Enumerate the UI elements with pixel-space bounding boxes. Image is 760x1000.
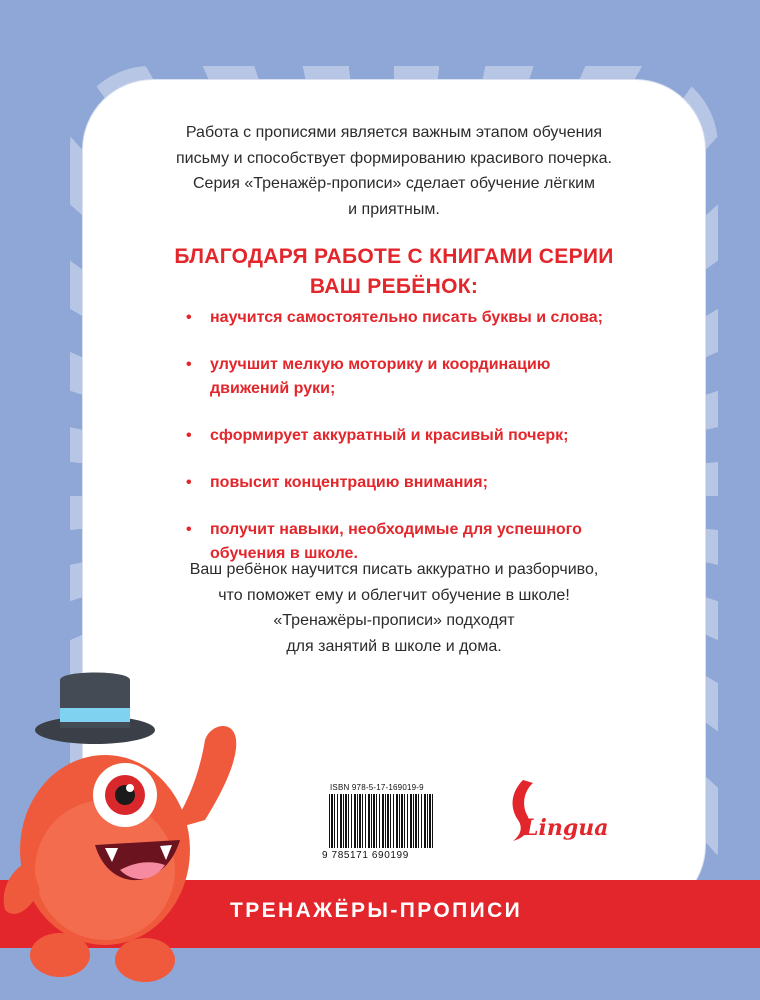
list-item: [186, 424, 656, 448]
outro-line: для занятий в школе и дома.: [286, 637, 502, 655]
list-item-text: повысит концентрацию внимания;: [210, 474, 488, 491]
intro-line: Работа с прописями является важным этапом обучения: [185, 124, 603, 141]
list-item: [186, 306, 656, 330]
list-item: [186, 353, 656, 401]
bullet-icon: •: [186, 474, 192, 491]
heading-line: БЛАГОДАРЯ РАБОТЕ С КНИГАМИ СЕРИИ: [174, 245, 614, 268]
isbn-label: ISBN 978-5-17-169019-9: [330, 783, 424, 792]
bullet-icon: •: [186, 309, 192, 326]
list-item-text: сформирует аккуратный и красивый почерк;: [210, 427, 569, 444]
list-item-text: движений руки;: [210, 380, 336, 397]
outro-paragraph: [83, 557, 705, 659]
publisher-logo: Lingua: [523, 815, 609, 841]
heading-line: ВАШ РЕБЁНОК:: [309, 275, 479, 298]
outro-line: что поможет ему и облегчит обучение в школе!: [218, 586, 570, 604]
intro-line: и приятным.: [348, 200, 440, 218]
outro-line: Ваш ребёнок научится писать аккуратно и разборчиво,: [189, 561, 599, 578]
bullet-icon: •: [186, 356, 192, 373]
monster-mascot-icon: [0, 670, 250, 1000]
intro-line: Серия «Тренажёр-прописи» сделает обучение лёгким: [192, 175, 596, 192]
list-item-text: получит навыки, необходимые для успешного: [210, 521, 582, 538]
benefits-list: [186, 306, 656, 589]
bullet-icon: •: [186, 427, 192, 444]
list-item: [186, 471, 656, 495]
bullet-icon: •: [186, 521, 192, 538]
benefits-heading: [83, 242, 705, 302]
intro-line: письму и способствует формированию красивого почерка.: [176, 149, 612, 167]
intro-paragraph: [83, 120, 705, 222]
barcode: [329, 794, 434, 848]
outro-line: «Тренажёры-прописи» подходят: [273, 612, 515, 629]
list-item-text: улучшит мелкую моторику и координацию: [210, 356, 551, 373]
list-item-text: обучения в школе.: [210, 545, 358, 562]
barcode-number: 9 785171 690199: [322, 850, 409, 861]
list-item-text: научится самостоятельно писать буквы и слова;: [210, 309, 603, 326]
series-title: ТРЕНАЖЁРЫ-ПРОПИСИ: [230, 899, 523, 922]
